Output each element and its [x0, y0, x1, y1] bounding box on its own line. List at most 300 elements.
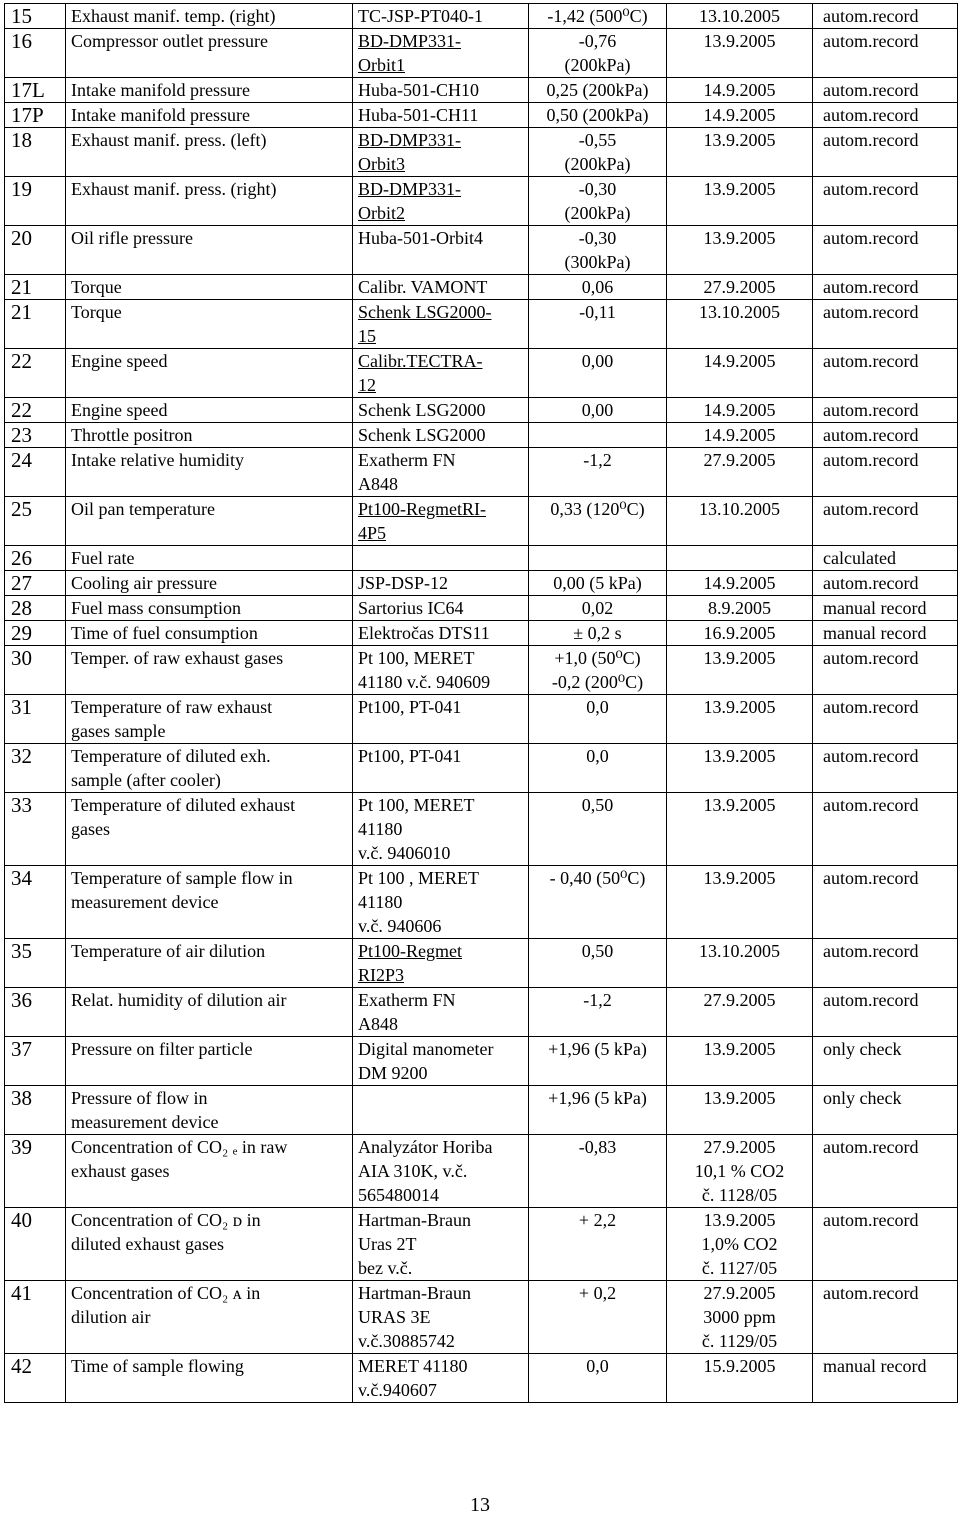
deviation-value: (300kPa): [564, 252, 631, 272]
record-type-cell: [813, 29, 958, 78]
measuring-device: Pt100-Regmet: [358, 941, 462, 961]
measuring-device: Calibr. VAMONT: [358, 277, 488, 297]
record-type: autom.record: [823, 990, 919, 1010]
measuring-device: Pt100, PT-041: [358, 697, 462, 717]
record-type-cell: [813, 1208, 958, 1281]
measured-quantity: Time of fuel consumption: [71, 623, 258, 643]
record-type: autom.record: [823, 130, 919, 150]
record-type: autom.record: [823, 31, 919, 51]
row-number-cell: [5, 349, 66, 398]
measured-quantity-cell: [66, 349, 353, 398]
row-number-cell: [5, 275, 66, 300]
row-number: 24: [11, 448, 32, 472]
measured-quantity: Relat. humidity of dilution air: [71, 990, 287, 1010]
table-row: [5, 866, 958, 939]
measuring-device: Schenk LSG2000: [358, 400, 486, 420]
measured-quantity: Oil rifle pressure: [71, 228, 193, 248]
measured-quantity-cell: [66, 621, 353, 646]
measuring-device: A848: [358, 474, 398, 494]
measuring-device: BD-DMP331-: [358, 130, 462, 150]
record-type: autom.record: [823, 400, 919, 420]
deviation-value-cell: [529, 571, 667, 596]
deviation-value: (200kPa): [564, 203, 631, 223]
row-number: 26: [11, 546, 32, 570]
calibration-date: 10,1 % CO2: [694, 1161, 785, 1181]
row-number-cell: [5, 988, 66, 1037]
calibration-date: 14.9.2005: [703, 351, 776, 371]
measured-quantity: Concentration of CO₂ ᴅ in: [71, 1210, 261, 1230]
table-row: [5, 793, 958, 866]
deviation-value-cell: [529, 4, 667, 29]
measuring-device-cell: [353, 1135, 529, 1208]
row-number-cell: [5, 621, 66, 646]
measured-quantity-cell: [66, 1354, 353, 1403]
deviation-value-cell: [529, 988, 667, 1037]
measuring-device: TC-JSP-PT040-1: [358, 6, 484, 26]
calibration-date-cell: [667, 1086, 813, 1135]
calibration-date: 15.9.2005: [703, 1356, 776, 1376]
measuring-device: Sartorius IC64: [358, 598, 464, 618]
record-type-cell: [813, 1135, 958, 1208]
measured-quantity-cell: [66, 4, 353, 29]
calibration-date: 16.9.2005: [703, 623, 776, 643]
deviation-value-cell: [529, 497, 667, 546]
row-number-cell: [5, 128, 66, 177]
deviation-value: -0,76: [578, 31, 617, 51]
deviation-value: 0,33 (120⁰C): [550, 499, 645, 519]
measuring-device-cell: [353, 1354, 529, 1403]
record-type-cell: [813, 695, 958, 744]
table-row: [5, 1086, 958, 1135]
row-number-cell: [5, 226, 66, 275]
measured-quantity-cell: [66, 744, 353, 793]
measured-quantity: Exhaust manif. temp. (right): [71, 6, 276, 26]
table-row: [5, 275, 958, 300]
deviation-value: (200kPa): [564, 55, 631, 75]
record-type: autom.record: [823, 573, 919, 593]
record-type-cell: [813, 1281, 958, 1354]
calibration-date-cell: [667, 448, 813, 497]
calibration-date-cell: [667, 1281, 813, 1354]
measuring-device-cell: [353, 1281, 529, 1354]
measuring-device: RI2P3: [358, 965, 405, 985]
record-type: manual record: [823, 1356, 927, 1376]
table-row: [5, 128, 958, 177]
measuring-device: JSP-DSP-12: [358, 573, 449, 593]
deviation-value: -0,55: [578, 130, 617, 150]
calibration-date-cell: [667, 29, 813, 78]
measured-quantity: Compressor outlet pressure: [71, 31, 268, 51]
deviation-value-cell: [529, 398, 667, 423]
row-number-cell: [5, 1086, 66, 1135]
measuring-device: 4P5: [358, 523, 387, 543]
measuring-device: Calibr.TECTRA-: [358, 351, 483, 371]
measured-quantity: Cooling air pressure: [71, 573, 217, 593]
record-type-cell: [813, 4, 958, 29]
deviation-value: -0,83: [578, 1137, 617, 1157]
record-type-cell: [813, 423, 958, 448]
deviation-value-cell: [529, 128, 667, 177]
calibration-date: 13.9.2005: [703, 795, 776, 815]
measured-quantity: Torque: [71, 302, 122, 322]
deviation-value-cell: [529, 596, 667, 621]
row-number-cell: [5, 866, 66, 939]
record-type: autom.record: [823, 450, 919, 470]
measuring-device-cell: [353, 128, 529, 177]
measuring-device-cell: [353, 226, 529, 275]
row-number-cell: [5, 29, 66, 78]
row-number-cell: [5, 78, 66, 103]
row-number-cell: [5, 1208, 66, 1281]
deviation-value: + 2,2: [578, 1210, 617, 1230]
record-type: autom.record: [823, 277, 919, 297]
calibration-date-cell: [667, 695, 813, 744]
deviation-value: + 0,2: [578, 1283, 617, 1303]
measuring-device: Exatherm FN: [358, 990, 456, 1010]
record-type-cell: [813, 939, 958, 988]
measuring-device-cell: [353, 1037, 529, 1086]
calibration-date: 1,0% CO2: [701, 1234, 778, 1254]
record-type: autom.record: [823, 179, 919, 199]
calibration-date: 13.9.2005: [703, 648, 776, 668]
measuring-device: v.č. 940606: [358, 916, 442, 936]
row-number: 19: [11, 177, 32, 201]
calibration-date: 13.9.2005: [703, 746, 776, 766]
measuring-device-cell: [353, 744, 529, 793]
measured-quantity: Intake relative humidity: [71, 450, 244, 470]
record-type: manual record: [823, 598, 927, 618]
calibration-date-cell: [667, 596, 813, 621]
record-type-cell: [813, 1354, 958, 1403]
measured-quantity-cell: [66, 596, 353, 621]
measuring-device: A848: [358, 1014, 398, 1034]
table-row: [5, 78, 958, 103]
record-type: autom.record: [823, 941, 919, 961]
measuring-device: BD-DMP331-: [358, 179, 462, 199]
calibration-date: 8.9.2005: [708, 598, 771, 618]
measuring-device: Orbit1: [358, 55, 405, 75]
record-type: autom.record: [823, 351, 919, 371]
deviation-value: +1,96 (5 kPa): [548, 1039, 647, 1059]
deviation-value: 0,0: [586, 746, 609, 766]
calibration-date-cell: [667, 4, 813, 29]
measured-quantity: Exhaust manif. press. (right): [71, 179, 277, 199]
record-type-cell: [813, 226, 958, 275]
record-type-cell: [813, 497, 958, 546]
deviation-value-cell: [529, 423, 667, 448]
table-row: [5, 988, 958, 1037]
measured-quantity-cell: [66, 571, 353, 596]
row-number: 33: [11, 793, 32, 817]
measured-quantity: dilution air: [71, 1307, 151, 1327]
measuring-device: Digital manometer: [358, 1039, 494, 1059]
calibration-date-cell: [667, 621, 813, 646]
calibration-date-cell: [667, 744, 813, 793]
record-type: autom.record: [823, 302, 919, 322]
calibration-date: 13.10.2005: [699, 302, 780, 322]
measured-quantity-cell: [66, 1281, 353, 1354]
deviation-value-cell: [529, 448, 667, 497]
record-type: autom.record: [823, 795, 919, 815]
measured-quantity-cell: [66, 448, 353, 497]
table-row: [5, 1037, 958, 1086]
table-row: [5, 448, 958, 497]
table-row: [5, 300, 958, 349]
measuring-device: 12: [358, 375, 376, 395]
measured-quantity-cell: [66, 1037, 353, 1086]
record-type-cell: [813, 621, 958, 646]
row-number: 18: [11, 128, 32, 152]
row-number: 16: [11, 29, 32, 53]
calibration-date: 27.9.2005: [703, 1283, 776, 1303]
record-type: autom.record: [823, 1137, 919, 1157]
measured-quantity-cell: [66, 398, 353, 423]
deviation-value: -0,11: [579, 302, 616, 322]
measured-quantity: Fuel mass consumption: [71, 598, 241, 618]
measuring-device: v.č.940607: [358, 1380, 437, 1400]
measured-quantity-cell: [66, 1086, 353, 1135]
calibration-date-cell: [667, 866, 813, 939]
record-type-cell: [813, 1086, 958, 1135]
record-type-cell: [813, 448, 958, 497]
calibration-date-cell: [667, 939, 813, 988]
measured-quantity-cell: [66, 939, 353, 988]
row-number: 17P: [11, 103, 44, 127]
measuring-device-cell: [353, 546, 529, 571]
row-number: 27: [11, 571, 32, 595]
measured-quantity: Intake manifold pressure: [71, 80, 250, 100]
calibration-date-cell: [667, 1037, 813, 1086]
deviation-value-cell: [529, 226, 667, 275]
deviation-value: 0,00: [581, 400, 614, 420]
calibration-date-cell: [667, 177, 813, 226]
row-number: 17L: [11, 78, 45, 102]
measured-quantity-cell: [66, 695, 353, 744]
measured-quantity: Temperature of diluted exh.: [71, 746, 271, 766]
calibration-date: 27.9.2005: [703, 990, 776, 1010]
measuring-device: Orbit2: [358, 203, 405, 223]
measured-quantity: Concentration of CO₂ ₑ in raw: [71, 1137, 288, 1157]
table-row: [5, 177, 958, 226]
measuring-device-cell: [353, 988, 529, 1037]
record-type: autom.record: [823, 499, 919, 519]
measuring-device: 15: [358, 326, 376, 346]
measuring-device-cell: [353, 596, 529, 621]
deviation-value: 0,0: [586, 697, 609, 717]
row-number: 41: [11, 1281, 32, 1305]
measuring-device: Pt100-RegmetRI-: [358, 499, 486, 519]
table-row: [5, 939, 958, 988]
deviation-value: -1,2: [583, 990, 612, 1010]
deviation-value-cell: [529, 103, 667, 128]
deviation-value: 0,50: [581, 795, 614, 815]
measuring-device: Pt 100, MERET: [358, 795, 475, 815]
calibration-date: 13.10.2005: [699, 941, 780, 961]
deviation-value: -0,30: [578, 179, 617, 199]
measured-quantity: Exhaust manif. press. (left): [71, 130, 267, 150]
measuring-device: Orbit3: [358, 154, 405, 174]
record-type-cell: [813, 275, 958, 300]
measured-quantity-cell: [66, 78, 353, 103]
measured-quantity-cell: [66, 103, 353, 128]
calibration-table-body: [5, 4, 958, 1403]
deviation-value: 0,00: [581, 351, 614, 371]
calibration-date-cell: [667, 423, 813, 448]
measuring-device-cell: [353, 939, 529, 988]
calibration-date: č. 1128/05: [701, 1185, 778, 1205]
measuring-device: v.č. 9406010: [358, 843, 451, 863]
measured-quantity-cell: [66, 646, 353, 695]
calibration-date: č. 1127/05: [701, 1258, 778, 1278]
row-number: 20: [11, 226, 32, 250]
measuring-device: Exatherm FN: [358, 450, 456, 470]
row-number: 32: [11, 744, 32, 768]
table-row: [5, 596, 958, 621]
measuring-device: v.č.30885742: [358, 1331, 455, 1351]
deviation-value: 0,50: [581, 941, 614, 961]
calibration-date: 13.10.2005: [699, 499, 780, 519]
calibration-date: 14.9.2005: [703, 425, 776, 445]
deviation-value: -0,30: [578, 228, 617, 248]
calibration-date-cell: [667, 571, 813, 596]
record-type-cell: [813, 78, 958, 103]
row-number-cell: [5, 448, 66, 497]
deviation-value-cell: [529, 29, 667, 78]
table-row: [5, 1281, 958, 1354]
table-row: [5, 571, 958, 596]
table-row: [5, 423, 958, 448]
calibration-date: 13.10.2005: [699, 6, 780, 26]
deviation-value-cell: [529, 695, 667, 744]
deviation-value-cell: [529, 744, 667, 793]
row-number-cell: [5, 571, 66, 596]
record-type: autom.record: [823, 425, 919, 445]
measured-quantity: diluted exhaust gases: [71, 1234, 224, 1254]
record-type: only check: [823, 1039, 902, 1059]
deviation-value: -1,2: [583, 450, 612, 470]
record-type: autom.record: [823, 1283, 919, 1303]
calibration-date-cell: [667, 646, 813, 695]
measuring-device-cell: [353, 497, 529, 546]
measuring-device: Huba-501-Orbit4: [358, 228, 483, 248]
deviation-value-cell: [529, 1037, 667, 1086]
record-type: autom.record: [823, 648, 919, 668]
measured-quantity: gases sample: [71, 721, 166, 741]
record-type: calculated: [823, 548, 896, 568]
record-type-cell: [813, 300, 958, 349]
row-number: 34: [11, 866, 32, 890]
deviation-value: ± 0,2 s: [573, 623, 622, 643]
deviation-value-cell: [529, 1281, 667, 1354]
measured-quantity-cell: [66, 128, 353, 177]
deviation-value-cell: [529, 177, 667, 226]
calibration-date: 27.9.2005: [703, 277, 776, 297]
measured-quantity: Temperature of raw exhaust: [71, 697, 273, 717]
measured-quantity: Torque: [71, 277, 122, 297]
record-type: autom.record: [823, 1210, 919, 1230]
row-number-cell: [5, 744, 66, 793]
measuring-device-cell: [353, 78, 529, 103]
row-number-cell: [5, 1281, 66, 1354]
measured-quantity-cell: [66, 546, 353, 571]
measured-quantity-cell: [66, 226, 353, 275]
deviation-value-cell: [529, 939, 667, 988]
table-row: [5, 29, 958, 78]
measuring-device-cell: [353, 4, 529, 29]
measuring-device-cell: [353, 29, 529, 78]
measured-quantity: Temperature of air dilution: [71, 941, 266, 961]
measuring-device: Elektročas DTS11: [358, 623, 490, 643]
deviation-value-cell: [529, 349, 667, 398]
deviation-value: 0,0: [586, 1356, 609, 1376]
measuring-device-cell: [353, 300, 529, 349]
measured-quantity: Temper. of raw exhaust gases: [71, 648, 284, 668]
calibration-date: 13.9.2005: [703, 1039, 776, 1059]
row-number: 36: [11, 988, 32, 1012]
deviation-value: (200kPa): [564, 154, 631, 174]
calibration-date: 27.9.2005: [703, 450, 776, 470]
calibration-date: 27.9.2005: [703, 1137, 776, 1157]
record-type: autom.record: [823, 6, 919, 26]
measuring-device-cell: [353, 866, 529, 939]
record-type: autom.record: [823, 105, 919, 125]
measured-quantity: Engine speed: [71, 400, 168, 420]
measured-quantity: gases: [71, 819, 110, 839]
measuring-device: AIA 310K, v.č.: [358, 1161, 468, 1181]
measuring-device: Pt 100 , MERET: [358, 868, 480, 888]
calibration-date-cell: [667, 349, 813, 398]
measured-quantity-cell: [66, 29, 353, 78]
measured-quantity-cell: [66, 988, 353, 1037]
row-number: 29: [11, 621, 32, 645]
measuring-device-cell: [353, 275, 529, 300]
measured-quantity-cell: [66, 275, 353, 300]
measuring-device: Hartman-Braun: [358, 1210, 471, 1230]
deviation-value-cell: [529, 546, 667, 571]
record-type-cell: [813, 349, 958, 398]
record-type-cell: [813, 1037, 958, 1086]
row-number-cell: [5, 546, 66, 571]
table-row: [5, 744, 958, 793]
measuring-device: Hartman-Braun: [358, 1283, 471, 1303]
row-number: 42: [11, 1354, 32, 1378]
record-type-cell: [813, 128, 958, 177]
row-number: 28: [11, 596, 32, 620]
deviation-value: 0,50 (200kPa): [546, 105, 649, 125]
measuring-device-cell: [353, 1208, 529, 1281]
measured-quantity-cell: [66, 300, 353, 349]
calibration-date: 13.9.2005: [703, 697, 776, 717]
calibration-date-cell: [667, 78, 813, 103]
measured-quantity: sample (after cooler): [71, 770, 221, 790]
record-type-cell: [813, 571, 958, 596]
table-row: [5, 695, 958, 744]
measured-quantity: exhaust gases: [71, 1161, 170, 1181]
calibration-date-cell: [667, 793, 813, 866]
deviation-value-cell: [529, 1135, 667, 1208]
calibration-date: 13.9.2005: [703, 868, 776, 888]
deviation-value-cell: [529, 275, 667, 300]
measuring-device-cell: [353, 448, 529, 497]
measuring-device: DM 9200: [358, 1063, 428, 1083]
measuring-device: Pt100, PT-041: [358, 746, 462, 766]
measured-quantity: Pressure on filter particle: [71, 1039, 253, 1059]
measuring-device: bez v.č.: [358, 1258, 413, 1278]
record-type-cell: [813, 546, 958, 571]
measuring-device-cell: [353, 695, 529, 744]
row-number-cell: [5, 423, 66, 448]
measured-quantity: Intake manifold pressure: [71, 105, 250, 125]
